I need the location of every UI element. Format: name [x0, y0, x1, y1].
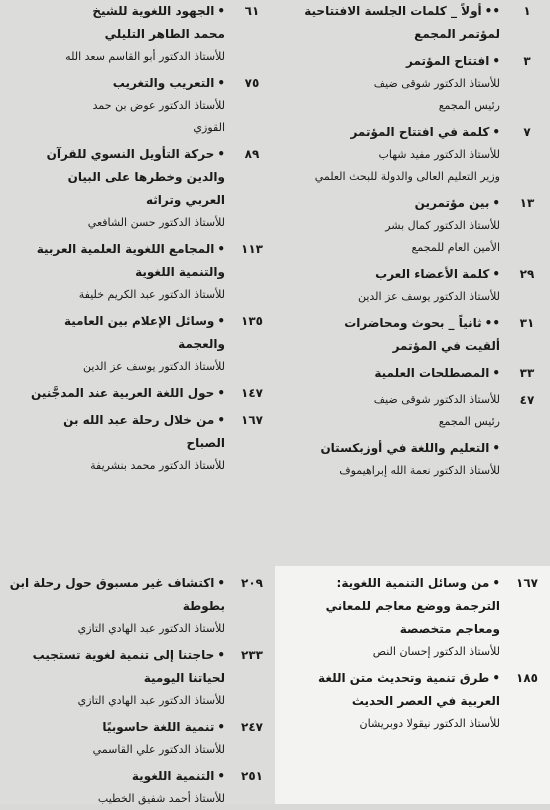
toc-line — [275, 411, 550, 433]
toc-line-text-wrap — [0, 667, 229, 690]
toc-entry-author: للأستاذ الدكتور عبد الهادي التازي — [77, 694, 225, 707]
bullet-icon: • — [492, 196, 500, 210]
toc-entry-title: أولاً _ كلمات الجلسة الافتتاحية — [304, 4, 482, 18]
bullet-icon: • — [492, 125, 500, 139]
toc-line-text-wrap — [275, 690, 504, 713]
toc-line-text-wrap — [275, 411, 504, 433]
page-number: ٦١ — [244, 4, 260, 18]
toc-line — [0, 409, 275, 432]
toc-entry-author: للأستاذ الدكتور أبو القاسم سعد الله — [65, 50, 225, 63]
bullet-icon: • — [217, 769, 225, 783]
toc-line-text-wrap — [0, 644, 229, 667]
toc-line-text-wrap — [0, 23, 229, 46]
page-number: ١٣ — [519, 196, 535, 210]
toc-line-text-wrap — [275, 73, 504, 95]
toc-line-text-wrap — [275, 572, 504, 595]
toc-line-text-wrap — [275, 641, 504, 663]
page-number: ٨٩ — [244, 147, 260, 161]
page-number: ٢٣٣ — [241, 648, 263, 662]
bullet-icon: • — [217, 576, 225, 590]
toc-line-text-wrap — [0, 95, 229, 117]
toc-line — [0, 739, 275, 761]
toc-entry-title: من خلال رحلة عبد الله بن — [63, 413, 215, 427]
toc-line — [0, 284, 275, 306]
toc-entry — [0, 310, 275, 378]
toc-entry-title: لمؤتمر المجمع — [414, 27, 500, 41]
toc-line — [275, 641, 550, 663]
toc-line — [0, 72, 275, 95]
toc-entry — [0, 143, 275, 234]
toc-entry-title: لحياتنا اليومية — [143, 671, 225, 685]
toc-line — [275, 362, 550, 385]
toc-line — [275, 690, 550, 713]
toc-entry — [275, 572, 550, 663]
toc-line-text-wrap — [275, 50, 504, 73]
toc-line-text-wrap — [275, 215, 504, 237]
toc-entry-title: افتتاح المؤتمر — [406, 54, 490, 68]
toc-line — [0, 310, 275, 333]
bullet-icon: • — [492, 576, 500, 590]
toc-line-text-wrap — [0, 572, 229, 595]
toc-right-lower-block — [275, 566, 550, 804]
toc-line — [0, 618, 275, 640]
toc-line — [275, 263, 550, 286]
toc-entry-title: الصباح — [186, 436, 225, 450]
toc-entry-title: العربي وتراثه — [145, 193, 225, 207]
toc-line-text-wrap — [0, 739, 229, 761]
toc-line-text-wrap — [0, 765, 229, 788]
toc-entry-title: ومعاجم متخصصة — [399, 622, 500, 636]
toc-line — [0, 644, 275, 667]
toc-line-text-wrap — [275, 23, 504, 46]
toc-line-text-wrap — [275, 263, 504, 286]
toc-entry-author: للأستاذ الدكتور نعمة الله إبراهيموف — [339, 464, 500, 477]
toc-entry-title: حول اللغة العربية عند المدجَّنين — [31, 386, 215, 400]
toc-line — [275, 144, 550, 166]
toc-entry-author: للأستاذ الدكتور حسن الشافعي — [87, 216, 225, 229]
page-number: ١ — [523, 4, 531, 18]
toc-line-text-wrap — [0, 166, 229, 189]
toc-line — [0, 95, 275, 117]
page-number: ٣ — [523, 54, 531, 68]
toc-line-text-wrap — [0, 618, 229, 640]
page-number: ٣١ — [519, 316, 535, 330]
toc-line-text-wrap — [0, 690, 229, 712]
toc-line — [0, 788, 275, 810]
toc-entry — [275, 389, 550, 433]
toc-line-text-wrap — [0, 382, 229, 405]
page-number: ٢٥١ — [241, 769, 263, 783]
toc-entry-author: للأستاذ الدكتور شوقى ضيف — [373, 393, 500, 406]
bullet-icon: • — [217, 386, 225, 400]
bullet-icon: • — [492, 54, 500, 68]
toc-entry-title: ثانياً _ بحوث ومحاضرات — [344, 316, 482, 330]
toc-line-text-wrap — [275, 0, 504, 23]
toc-right-lower-list — [275, 572, 550, 735]
toc-line — [275, 335, 550, 358]
bullet-icon: • — [217, 242, 225, 256]
toc-line-text-wrap — [0, 189, 229, 212]
page-number: ٣٣ — [519, 366, 535, 380]
toc-line-text-wrap — [275, 618, 504, 641]
toc-line — [0, 117, 275, 139]
toc-line — [275, 50, 550, 73]
toc-line — [0, 432, 275, 455]
toc-line — [0, 765, 275, 788]
toc-entry — [275, 50, 550, 117]
toc-entry-title: تنمية اللغة حاسوبيًا — [102, 720, 215, 734]
toc-entry-title: كلمة في افتتاح المؤتمر — [350, 125, 490, 139]
toc-line-text-wrap — [275, 713, 504, 735]
toc-entry-author: للأستاذ الدكتور نيقولا دوبريشان — [359, 717, 500, 730]
toc-entry-subline: وزير التعليم العالى والدولة للبحث العلمي — [314, 170, 500, 183]
toc-entry-author: للأستاذ الدكتور شوقى ضيف — [373, 77, 500, 90]
toc-entry-author: للأستاذ الدكتور كمال بشر — [385, 219, 500, 232]
toc-line-text-wrap — [0, 46, 229, 68]
toc-entry-title: وسائل الإعلام بين العامية — [63, 314, 215, 328]
toc-line-text-wrap — [0, 356, 229, 378]
toc-entry-title: التنمية اللغوية — [131, 769, 215, 783]
toc-entry-subline: رئيس المجمع — [438, 415, 500, 428]
toc-entry — [0, 765, 275, 810]
toc-entry-title: كلمة الأعضاء العرب — [375, 267, 490, 281]
bullet-icon: •• — [484, 316, 500, 330]
toc-line — [0, 23, 275, 46]
toc-line-text-wrap — [0, 788, 229, 810]
toc-entry — [275, 667, 550, 735]
toc-entry-subline: القوزي — [193, 121, 225, 134]
toc-line — [275, 95, 550, 117]
toc-line-text-wrap — [275, 237, 504, 259]
toc-line — [0, 716, 275, 739]
toc-line-text-wrap — [275, 286, 504, 308]
toc-entry-title: والتنمية اللغوية — [135, 265, 225, 279]
toc-line — [0, 455, 275, 477]
toc-entry-title: والعجمة — [178, 337, 225, 351]
toc-entry — [0, 716, 275, 761]
toc-left-lower-list — [0, 572, 275, 810]
toc-line — [275, 713, 550, 735]
toc-line — [275, 618, 550, 641]
toc-line-text-wrap — [275, 335, 504, 358]
page-number: ٧٥ — [244, 76, 260, 90]
toc-line — [275, 667, 550, 690]
bullet-icon: • — [217, 76, 225, 90]
page-number: ٢٤٧ — [241, 720, 263, 734]
toc-line-text-wrap — [275, 437, 504, 460]
toc-line — [0, 690, 275, 712]
toc-entry — [0, 382, 275, 405]
toc-line-text-wrap — [275, 166, 504, 188]
toc-right-column — [275, 0, 550, 486]
toc-line-text-wrap — [275, 362, 504, 385]
toc-line-text-wrap — [275, 389, 504, 411]
toc-entry-title: التعليم واللغة في أوزبكستان — [320, 441, 490, 455]
toc-entry-title: والدين وخطرها على البيان — [67, 170, 225, 184]
toc-line-text-wrap — [0, 409, 229, 432]
bullet-icon: • — [217, 648, 225, 662]
bullet-icon: •• — [484, 4, 500, 18]
page-number: ٤٧ — [519, 393, 535, 407]
toc-line — [0, 46, 275, 68]
toc-line-text-wrap — [275, 667, 504, 690]
toc-line-text-wrap — [0, 0, 229, 23]
toc-entry-title: الجهود اللغوية للشيخ — [92, 4, 215, 18]
toc-line-text-wrap — [275, 312, 504, 335]
toc-entry-title: حركة التأويل النسوي للقرآن — [46, 147, 215, 161]
toc-line-text-wrap — [275, 95, 504, 117]
toc-left-lower-block — [0, 566, 275, 808]
toc-entry — [275, 192, 550, 259]
toc-line — [0, 572, 275, 595]
toc-entry — [0, 409, 275, 477]
toc-line — [0, 261, 275, 284]
toc-line — [275, 23, 550, 46]
toc-line — [0, 0, 275, 23]
toc-entry-author: للأستاذ الدكتور عبد الكريم خليفة — [78, 288, 225, 301]
toc-entry-author: للأستاذ الدكتور يوسف عز الدين — [82, 360, 225, 373]
toc-entry-subline: رئيس المجمع — [438, 99, 500, 112]
toc-line-text-wrap — [0, 284, 229, 306]
toc-entry-title: ألقيت في المؤتمر — [392, 339, 500, 353]
toc-entry-author: للأستاذ الدكتور علي القاسمي — [92, 743, 225, 756]
toc-line — [275, 460, 550, 482]
toc-line — [275, 73, 550, 95]
toc-line — [275, 121, 550, 144]
toc-line-text-wrap — [275, 144, 504, 166]
toc-entry-title: العربية في العصر الحديث — [351, 694, 500, 708]
toc-entry-author: للأستاذ الدكتور يوسف عز الدين — [357, 290, 500, 303]
toc-entry-author: للأستاذ الدكتور عوض بن حمد — [92, 99, 225, 112]
toc-line-text-wrap — [0, 117, 229, 139]
bullet-icon: • — [217, 147, 225, 161]
toc-line — [275, 572, 550, 595]
toc-line — [275, 237, 550, 259]
page-number: ٢٠٩ — [241, 576, 263, 590]
bullet-icon: • — [217, 720, 225, 734]
toc-entry-author: للأستاذ الدكتور محمد بنشريفة — [90, 459, 225, 472]
toc-entry-author: للأستاذ أحمد شفيق الخطيب — [97, 792, 225, 805]
toc-entry — [0, 72, 275, 139]
toc-line — [275, 595, 550, 618]
toc-entry-title: حاجتنا إلى تنمية لغوية تستجيب — [32, 648, 215, 662]
page-number: ١٣٥ — [241, 314, 263, 328]
bullet-icon: • — [492, 441, 500, 455]
page-number: ١٨٥ — [516, 671, 538, 685]
toc-line — [275, 0, 550, 23]
toc-entry — [0, 0, 275, 68]
toc-entry — [275, 121, 550, 188]
toc-entry — [275, 0, 550, 46]
toc-line — [0, 143, 275, 166]
toc-entry — [275, 437, 550, 482]
toc-entry — [275, 362, 550, 385]
bullet-icon: • — [217, 4, 225, 18]
toc-entry — [0, 238, 275, 306]
toc-entry-title: التعريب والتغريب — [112, 76, 215, 90]
toc-entry-title: الترجمة ووضع معاجم للمعاني — [325, 599, 500, 613]
bullet-icon: • — [217, 314, 225, 328]
toc-line-text-wrap — [0, 716, 229, 739]
toc-entry — [275, 263, 550, 308]
toc-line — [0, 595, 275, 618]
toc-entry — [0, 572, 275, 640]
toc-entry-title: من وسائل التنمية اللغوية: — [336, 576, 490, 590]
bullet-icon: • — [492, 267, 500, 281]
toc-line-text-wrap — [0, 72, 229, 95]
toc-entry-title: بين مؤتمرين — [414, 196, 490, 210]
toc-line — [275, 166, 550, 188]
toc-line — [275, 437, 550, 460]
page-number: ١٦٧ — [241, 413, 263, 427]
bullet-icon: • — [492, 366, 500, 380]
toc-entry-author: للأستاذ الدكتور عبد الهادي التازي — [77, 622, 225, 635]
toc-line — [275, 312, 550, 335]
toc-entry-title: محمد الطاهر التليلي — [104, 27, 225, 41]
toc-entry — [0, 644, 275, 712]
toc-line-text-wrap — [275, 121, 504, 144]
toc-line — [0, 189, 275, 212]
toc-line — [275, 389, 550, 411]
page-number: ٢٩ — [519, 267, 535, 281]
page-number: ١٤٧ — [241, 386, 263, 400]
bullet-icon: • — [492, 671, 500, 685]
toc-entry-author: للأستاذ الدكتور إحسان النص — [372, 645, 500, 658]
toc-entry-title: بطوطة — [182, 599, 225, 613]
toc-entry — [275, 312, 550, 358]
toc-line — [0, 356, 275, 378]
toc-entry-title: اكتشاف غير مسبوق حول رحلة ابن — [9, 576, 215, 590]
toc-line-text-wrap — [0, 310, 229, 333]
bullet-icon: • — [217, 413, 225, 427]
toc-line — [0, 333, 275, 356]
toc-line-text-wrap — [0, 432, 229, 455]
toc-line — [0, 212, 275, 234]
toc-left-column — [0, 0, 275, 481]
toc-line — [0, 166, 275, 189]
toc-line — [275, 192, 550, 215]
toc-line — [275, 286, 550, 308]
toc-line — [0, 382, 275, 405]
toc-line-text-wrap — [275, 595, 504, 618]
toc-line — [275, 215, 550, 237]
toc-line-text-wrap — [0, 143, 229, 166]
toc-entry-subline: الأمين العام للمجمع — [411, 241, 500, 254]
page-number: ٧ — [523, 125, 531, 139]
toc-line — [0, 667, 275, 690]
toc-line-text-wrap — [0, 238, 229, 261]
toc-line-text-wrap — [0, 212, 229, 234]
toc-entry-title: المجامع اللغوية العلمية العربية — [36, 242, 215, 256]
toc-line-text-wrap — [0, 455, 229, 477]
toc-line-text-wrap — [0, 595, 229, 618]
page-number: ١١٣ — [241, 242, 263, 256]
toc-entry-title: طرق تنمية وتحديث متن اللغة — [318, 671, 490, 685]
toc-line — [0, 238, 275, 261]
page-number: ١٦٧ — [516, 576, 538, 590]
toc-line-text-wrap — [275, 192, 504, 215]
toc-entry-title: المصطلحات العلمية — [374, 366, 490, 380]
toc-line-text-wrap — [275, 460, 504, 482]
toc-entry-author: للأستاذ الدكتور مفيد شهاب — [378, 148, 500, 161]
toc-line-text-wrap — [0, 261, 229, 284]
toc-line-text-wrap — [0, 333, 229, 356]
